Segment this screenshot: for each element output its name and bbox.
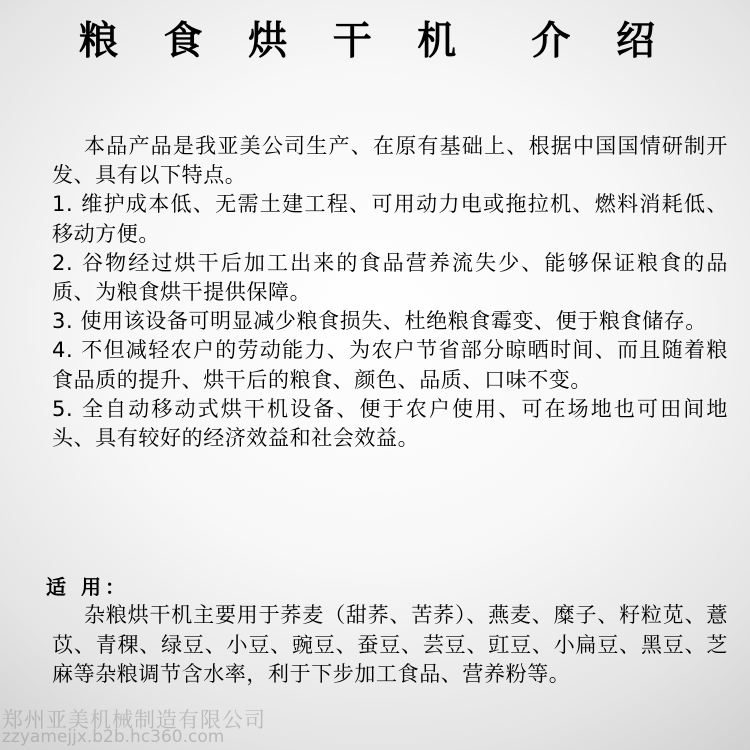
feature-point-2: 2. 谷物经过烘干后加工出来的食品营养流失少、能够保证粮食的品质、为粮食烘干提供保障。 [52, 250, 728, 305]
feature-point-4: 4. 不但减轻农户的劳动能力、为农户节省部分晾晒时间、而且随着粮食品质的提升、烘干后的粮食、颜色、品质、口味不变。 [52, 338, 728, 392]
intro-lead: 本品产品是我亚美公司生产、在原有基础上、根据中国国情研制开发、具有以下特点。 [52, 134, 728, 188]
usage-heading: 适 用： [46, 575, 129, 599]
watermark-company: 郑州亚美机械制造有限公司 [2, 708, 266, 732]
feature-point-3: 3. 使用该设备可明显减少粮食损失、杜绝粮食霉变、便于粮食储存。 [52, 309, 707, 334]
usage-section [52, 601, 728, 690]
usage-text: 杂粮烘干机主要用于荞麦（甜荞、苦荞）、燕麦、糜子、籽粒苋、薏苡、青稞、绿豆、小豆、豌豆、蚕豆、芸豆、豇豆、小扁豆、黑豆、芝麻等杂粮调节含水率，利于下步加工食品、营养粉等。 [52, 603, 728, 686]
feature-point-1: 1. 维护成本低、无需土建工程、可用动力电或拖拉机、燃料消耗低、移动方便。 [52, 192, 728, 246]
feature-point-5: 5. 全自动移动式烘干机设备、便于农户使用、可在场地也可田间地头、具有较好的经济效益和社会效益。 [52, 396, 728, 451]
intro-section [52, 132, 728, 453]
watermark-url: zzyamejjx.b2b.hc360.com [2, 727, 225, 747]
page-title: 粮 食 烘 干 机 介 绍 [78, 19, 672, 64]
